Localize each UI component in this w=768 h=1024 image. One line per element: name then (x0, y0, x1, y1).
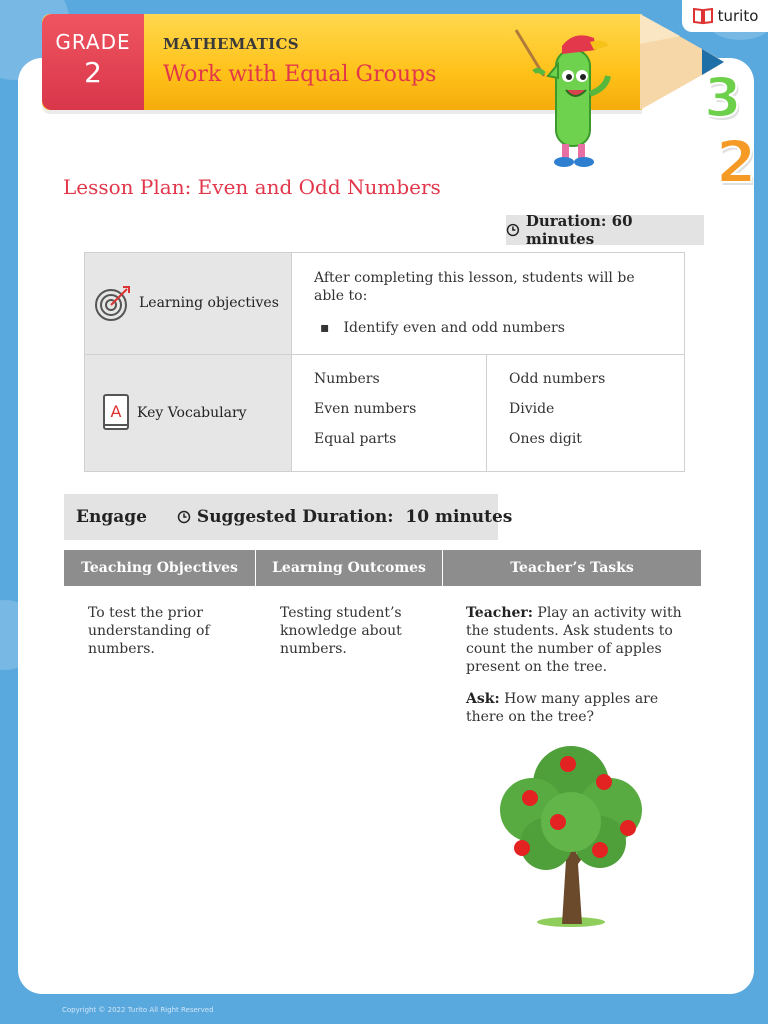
objectives-intro: After completing this lesson, students will be able to: (314, 270, 635, 305)
teaching-objective-text: To test the prior understanding of numbers. (88, 605, 210, 657)
grade-number: 2 (84, 56, 102, 89)
dictionary-book-icon (101, 393, 131, 433)
ask-label: Ask: (466, 691, 500, 707)
objectives-content (292, 253, 685, 355)
vocabulary-column-1 (292, 354, 487, 471)
vocab-word: Divide (509, 400, 555, 417)
grade-badge (42, 14, 144, 110)
header-teaching-objectives: Teaching Objectives (64, 550, 256, 586)
svg-text:A: A (110, 401, 122, 421)
duration-badge (506, 212, 704, 248)
teacher-text: Play an activity with the students. Ask students to count the number of apples present on the tree. (466, 605, 682, 675)
objective-text: Identify even and odd numbers (343, 320, 565, 337)
vocabulary-label-cell (85, 354, 292, 471)
lesson-title: Lesson Plan: Even and Odd Numbers (63, 175, 441, 199)
mascot-illustration (508, 24, 618, 174)
teacher-label: Teacher: (466, 605, 533, 621)
apple-tree-illustration (496, 740, 646, 930)
objective-item (314, 319, 662, 337)
topic-title: Work with Equal Groups (163, 62, 437, 87)
vocab-word: Numbers (314, 370, 380, 387)
engage-duration-text: Suggested Duration: 10 minutes (196, 507, 513, 527)
ask-text: How many apples are there on the tree? (466, 691, 659, 725)
copyright-text: Copyright © 2022 Turito All Right Reserved (62, 1006, 214, 1014)
objectives-label-cell (85, 253, 292, 355)
bullet-icon: ▪ (320, 320, 330, 337)
header-teachers-tasks: Teacher’s Tasks (443, 550, 701, 586)
engage-duration (177, 507, 512, 527)
task-table-header (64, 550, 701, 586)
vocab-word: Odd numbers (509, 370, 606, 387)
duration-text: Duration: 60 minutes (525, 212, 633, 248)
decor-number-two: 2 (716, 128, 757, 196)
teacher-tasks (466, 604, 688, 740)
clock-icon (506, 223, 520, 237)
objectives-label: Learning objectives (139, 295, 279, 312)
brand-name: turito (717, 7, 759, 25)
learning-outcome-text: Testing student’s knowledge about numbers. (280, 605, 402, 657)
decor-number-three: 3 (704, 66, 742, 129)
ask-question (466, 690, 688, 726)
objectives-table (84, 252, 685, 472)
vocab-word: Ones digit (509, 430, 582, 447)
engage-label: Engage (76, 507, 147, 527)
vocab-word: Equal parts (314, 430, 397, 447)
target-icon (93, 283, 133, 323)
vocabulary-column-2 (487, 354, 685, 471)
teacher-instruction (466, 604, 688, 676)
vocabulary-label: Key Vocabulary (137, 404, 247, 421)
grade-label: GRADE (55, 30, 131, 54)
engage-section-header (64, 494, 513, 540)
vocab-word: Even numbers (314, 400, 417, 417)
subject-label: MATHEMATICS (163, 35, 299, 53)
clock-icon (177, 510, 191, 524)
header-learning-outcomes: Learning Outcomes (256, 550, 443, 586)
